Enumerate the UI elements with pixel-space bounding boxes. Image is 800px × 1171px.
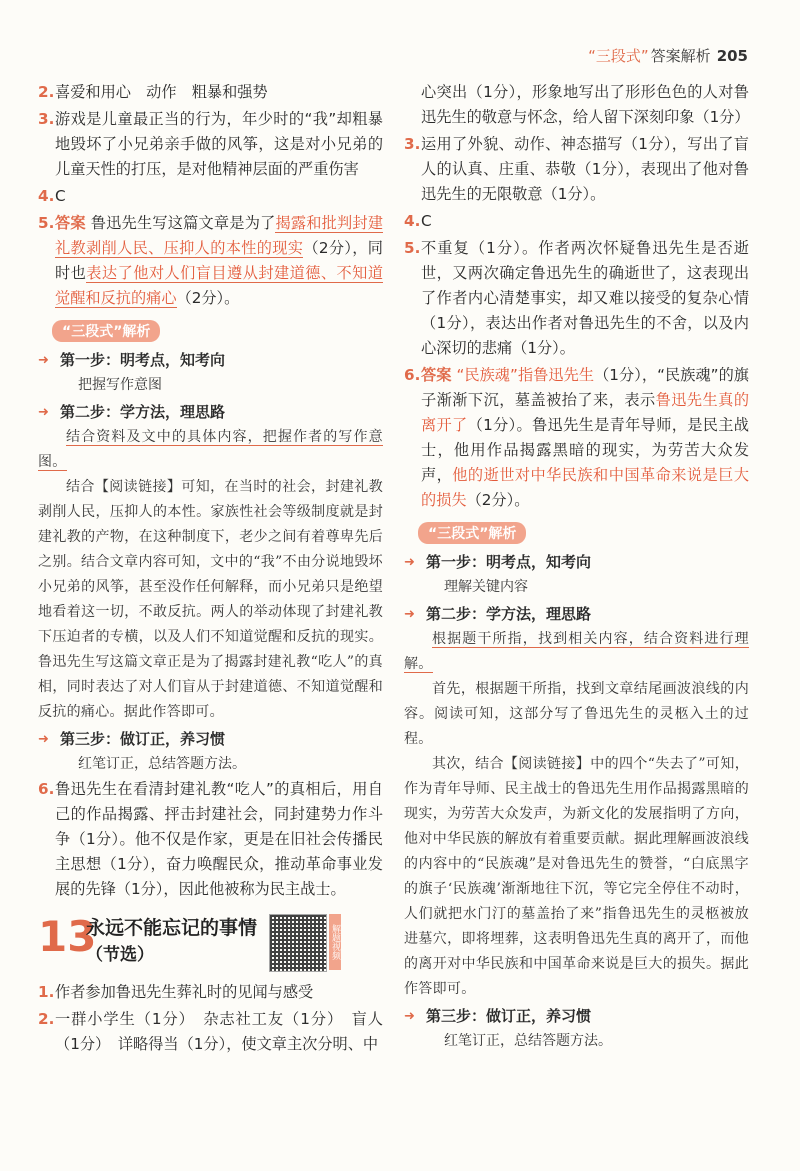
- step-3-heading: [404, 1004, 749, 1029]
- answer-highlight: 他的逝世对中华民族和中国革命来说是巨大的损失: [421, 466, 749, 509]
- qr-code-icon[interactable]: [269, 914, 327, 972]
- arrow-icon: ➜: [38, 732, 49, 747]
- step-title: 第一步：明考点，知考向: [60, 351, 226, 369]
- header-tag: “三段式”: [588, 47, 649, 65]
- left-column: [38, 80, 383, 1059]
- answer-label: 答案: [55, 214, 86, 232]
- answer-5: [38, 211, 383, 311]
- lesson-subtitle: （节选）: [86, 945, 154, 965]
- step-3-note: 红笔订正，总结答题方法。: [78, 756, 246, 772]
- answer-text: C: [55, 187, 66, 205]
- analysis-badge: [52, 320, 160, 342]
- step-3-note: 红笔订正，总结答题方法。: [444, 1033, 612, 1049]
- answer-text: 一群小学生（1分） 杂志社工友（1分） 盲人（1分） 详略得当（1分），使文章主次分明、中: [55, 1010, 383, 1053]
- answer-text: [421, 363, 749, 513]
- answer-5: [404, 236, 749, 361]
- arrow-icon: ➜: [38, 353, 49, 368]
- step-1-note: 把握写作意图: [78, 377, 162, 393]
- step-title: 第二步：学方法，理思路: [60, 403, 226, 421]
- arrow-icon: ➜: [404, 607, 415, 622]
- step-2-heading: [404, 602, 749, 627]
- page-number: 205: [716, 47, 748, 65]
- step-title: 第三步：做订正，养习惯: [60, 730, 226, 748]
- answer-part: （2分）。: [176, 289, 240, 307]
- answer-6: [38, 777, 383, 902]
- badge-tag: “三段式”: [428, 526, 489, 542]
- answer-number: 1.: [38, 983, 55, 1001]
- badge-label: 解析: [488, 526, 517, 542]
- answer-2-continued: [404, 80, 749, 130]
- answer-text: 心突出（1分），形象地写出了形形色色的人对鲁迅先生的敬意与怀念，给人留下深刻印象（1分）: [421, 83, 750, 126]
- step-title: 第三步：做订正，养习惯: [426, 1007, 592, 1025]
- arrow-icon: ➜: [404, 1009, 415, 1024]
- answer-highlight: 鲁迅先生真的离开了: [421, 391, 749, 434]
- lesson-title-block: [86, 914, 257, 965]
- step-title: 第一步：明考点，知考向: [426, 553, 592, 571]
- arrow-icon: ➜: [404, 555, 415, 570]
- answer-highlight: 表达了他对人们盲目遵从封建道德、不知道觉醒和反抗的痛心: [55, 264, 383, 307]
- step-2-method: [38, 425, 383, 475]
- answer-number: 6.: [38, 780, 55, 798]
- answer-number: 4.: [404, 212, 421, 230]
- arrow-icon: ➜: [38, 405, 49, 420]
- answer-number: 2.: [38, 83, 55, 101]
- badge-label: 解析: [122, 324, 151, 340]
- step-3-heading: [38, 727, 383, 752]
- answer-number: 3.: [404, 135, 421, 153]
- badge-tag: “三段式”: [62, 324, 123, 340]
- answer-number: 6.: [404, 366, 421, 384]
- answer-text: [55, 211, 383, 311]
- answer-3: [38, 107, 383, 182]
- answer-highlight: 揭露和批判封建礼教剥削人民、压抑人的本性的现实: [55, 214, 383, 257]
- answer-part: 鲁迅先生写这篇文章是为了: [90, 214, 276, 232]
- answer-part: （2分）。: [466, 491, 530, 509]
- right-column: [404, 80, 749, 1054]
- answer-text: 运用了外貌、动作、神态描写（1分），写出了盲人的认真、庄重、恭敬（1分），表现出了他对鲁迅先生的无限敬意（1分）。: [421, 135, 749, 203]
- lesson-answer-1: [38, 980, 383, 1005]
- lesson-number: 13: [38, 912, 97, 961]
- answer-number: 5.: [38, 214, 55, 232]
- lesson-title: 永远不能忘记的事情: [86, 917, 258, 939]
- analysis-badge: [418, 522, 526, 544]
- answer-4: [38, 184, 383, 209]
- step-2-heading: [38, 400, 383, 425]
- lesson-heading: [38, 914, 383, 972]
- answer-3: [404, 132, 749, 207]
- method-text: 根据题干所指，找到相关内容，结合资料进行理解。: [404, 631, 749, 672]
- header-title: 答案解析: [650, 47, 711, 65]
- video-tag: 解题视频: [329, 914, 341, 970]
- answer-text: 喜爱和用心 动作 粗暴和强势: [55, 83, 268, 101]
- answer-number: 2.: [38, 1010, 55, 1028]
- step-2-analysis-1: 首先，根据题干所指，找到文章结尾画波浪线的内容。阅读可知，这部分写了鲁迅先生的灵柩入土的过程。: [404, 681, 749, 747]
- answer-text: 鲁迅先生在看清封建礼教“吃人”的真相后，用自己的作品揭露、抨击封建社会，同封建势力作斗争（1分）。他不仅是作家，更是在旧社会传播民主思想（1分），奋力唤醒民众，推动革命事业发展的先锋（1分），因此他被称为民主战士。: [55, 780, 383, 898]
- step-2-method: [404, 627, 749, 677]
- step-2-analysis-2: 其次，结合【阅读链接】中的四个“失去了”可知，作为青年导师、民主战士的鲁迅先生用作品揭露黑暗的现实，为劳苦大众发声，为新文化的发展指明了方向，他对中华民族的解放有着重要贡献。据此理解画波浪线的内容中的“民族魂”是对鲁迅先生的赞誉，“白底黑字的旗子‘民族魂’渐渐地往下沉，等它完全停住不动时，人们就把水门汀的墓盖抬了来”指鲁迅先生的灵柩被放进墓穴，即将埋葬，这表明鲁迅先生真的离开了，而他的离开对中华民族和中国革命来说是巨大的损失。据此作答即可。: [404, 756, 749, 997]
- method-text: 结合资料及文中的具体内容，把握作者的写作意图。: [38, 429, 383, 470]
- step-1-heading: [38, 348, 383, 373]
- answer-text: 游戏是儿童最正当的行为，年少时的“我”却粗暴地毁坏了小兄弟亲手做的风筝，这是对小兄弟的儿童天性的打压，是对他精神层面的严重伤害: [55, 110, 383, 178]
- answer-6: [404, 363, 749, 513]
- step-1-note: 理解关键内容: [444, 579, 528, 595]
- answer-part: （1分），“民族魂”的旗子渐渐下沉，墓盖被抬了来，表示: [421, 366, 749, 409]
- page-header: [588, 45, 748, 66]
- answer-number: 4.: [38, 187, 55, 205]
- step-title: 第二步：学方法，理思路: [426, 605, 592, 623]
- answer-2: [38, 80, 383, 105]
- answer-number: 3.: [38, 110, 55, 128]
- answer-label: 答案: [421, 366, 452, 384]
- answer-text: C: [421, 212, 432, 230]
- answer-highlight: “民族魂”指鲁迅先生: [456, 366, 595, 384]
- answer-number: 5.: [404, 239, 421, 257]
- answer-4: [404, 209, 749, 234]
- answer-part: （1分）。鲁迅先生是青年导师，是民主战士，他用作品揭露黑暗的现实，为劳苦大众发声，: [421, 416, 749, 484]
- lesson-answer-2: [38, 1007, 383, 1057]
- step-2-analysis: 结合【阅读链接】可知，在当时的社会，封建礼教剥削人民，压抑人的本性。家族性社会等级制度就是封建礼教的产物，在这种制度下，老少之间有着尊卑先后之别。结合文章内容可知，文中的“我”不由分说地毁坏小兄弟的风筝，甚至没作任何解释，而小兄弟只是绝望地看着这一切，不敢反抗。两人的举动体现了封建礼教下压迫者的专横，以及人们不知道觉醒和反抗的现实。鲁迅先生写这篇文章正是为了揭露封建礼教“吃人”的真相，同时表达了对人们盲从于封建道德、不知道觉醒和反抗的痛心。据此作答即可。: [38, 479, 383, 720]
- answer-text: 不重复（1分）。作者两次怀疑鲁迅先生是否逝世，又两次确定鲁迅先生的确逝世了，这表现出了作者内心清楚事实，却又难以接受的复杂心情（1分），表达出作者对鲁迅先生的不舍，以及内心深切的悲痛（1分）。: [421, 239, 749, 357]
- step-1-heading: [404, 550, 749, 575]
- answer-text: 作者参加鲁迅先生葬礼时的见闻与感受: [55, 983, 314, 1001]
- answer-part: （2分），同时也: [55, 239, 383, 282]
